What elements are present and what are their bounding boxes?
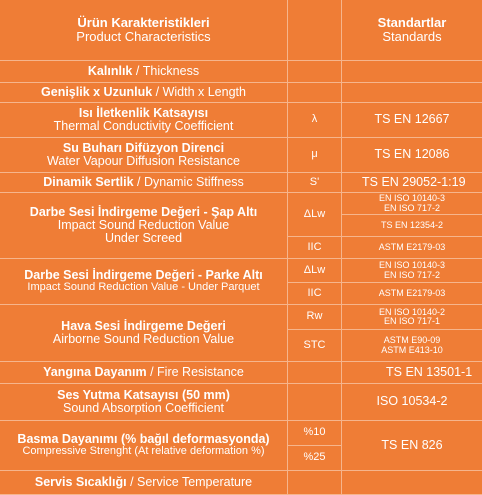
impact-screed-std1b: EN ISO 717-2 (383, 202, 441, 213)
thickness-standard (342, 61, 482, 83)
airborne-std1a: EN ISO 10140-2 (378, 306, 446, 317)
impact-parquet-standard-astm: ASTM E2179-03 (342, 283, 482, 305)
width-length-en: Width x Length (162, 84, 246, 99)
fire-standard: TS EN 13501-1 (342, 362, 482, 384)
compressive-en: Compressive Strenght (At relative deformation %) (22, 445, 265, 458)
absorption-en: Sound Absorption Coefficient (63, 401, 224, 415)
width-length-symbol (288, 83, 342, 103)
dynamic-sep: / (133, 174, 144, 189)
width-length-standard (342, 83, 482, 103)
row-impact-parquet (0, 259, 288, 305)
vapour-en: Water Vapour Diffusion Resistance (47, 154, 240, 168)
row-service-temp (0, 471, 288, 495)
thickness-sep: / (132, 63, 143, 78)
airborne-en: Airborne Sound Reduction Value (52, 332, 235, 346)
header-standards-tr: Standartlar (377, 15, 447, 31)
impact-screed-symbol-dlw: ΔLw (288, 193, 342, 237)
thermal-en: Thermal Conductivity Coefficient (53, 119, 234, 133)
row-width-length (0, 83, 288, 103)
row-absorption (0, 384, 288, 421)
header-characteristics-tr: Ürün Karakteristikleri (77, 15, 210, 31)
thickness-tr: Kalınlık (87, 63, 133, 78)
fire-sep: / (146, 364, 158, 379)
dynamic-standard: TS EN 29052-1:19 (342, 173, 482, 193)
impact-parquet-symbol-iic: IIC (288, 283, 342, 305)
impact-screed-std1a: EN ISO 10140-3 (378, 193, 446, 204)
service-temp-sep: / (126, 474, 138, 489)
thermal-standard: TS EN 12667 (342, 103, 482, 138)
impact-parquet-symbol-dlw: ΔLw (288, 259, 342, 283)
absorption-symbol (288, 384, 342, 421)
compressive-tr: Basma Dayanımı (% bağıl deformasyonda) (17, 432, 270, 447)
dynamic-symbol: S' (288, 173, 342, 193)
impact-parquet-std1a: EN ISO 10140-3 (378, 260, 446, 271)
impact-parquet-en: Impact Sound Reduction Value - Under Parquet (27, 281, 260, 294)
service-temp-standard (342, 471, 482, 495)
impact-screed-standard-astm: ASTM E2179-03 (342, 237, 482, 259)
row-thickness (0, 61, 288, 83)
width-length-tr: Genişlik x Uzunluk (41, 84, 153, 99)
thermal-tr: Isı İletkenlik Katsayısı (78, 105, 209, 120)
airborne-std2a: ASTM E90-09 (383, 335, 441, 346)
vapour-symbol: μ (288, 138, 342, 173)
compressive-symbol-25: %25 (288, 446, 342, 471)
compressive-symbol-10: %10 (288, 421, 342, 446)
thickness-en: Thickness (142, 63, 200, 78)
header-characteristics-en: Product Characteristics (76, 29, 211, 44)
header-standards-en: Standards (382, 29, 442, 44)
airborne-standard-astm (342, 330, 482, 362)
airborne-std2b: ASTM E413-10 (381, 344, 443, 355)
thermal-symbol: λ (288, 103, 342, 138)
header-characteristics (0, 0, 288, 61)
fire-tr: Yangına Dayanım (43, 364, 147, 379)
service-temp-en: Service Temperature (137, 474, 253, 489)
width-length-sep: / (152, 84, 163, 99)
vapour-standard: TS EN 12086 (342, 138, 482, 173)
row-thermal (0, 103, 288, 138)
row-dynamic (0, 173, 288, 193)
impact-screed-standard-iso (342, 193, 482, 215)
airborne-symbol-rw: Rw (288, 305, 342, 330)
header-symbol (288, 0, 342, 61)
dynamic-tr: Dinamik Sertlik (43, 174, 134, 189)
service-temp-tr: Servis Sıcaklığı (34, 474, 127, 489)
fire-symbol (288, 362, 342, 384)
airborne-standard-iso (342, 305, 482, 330)
row-fire (0, 362, 288, 384)
service-temp-symbol (288, 471, 342, 495)
vapour-tr: Su Buharı Difüzyon Direnci (62, 140, 225, 155)
impact-screed-standard-ts: TS EN 12354-2 (342, 215, 482, 237)
row-airborne (0, 305, 288, 362)
compressive-symbols (288, 421, 342, 471)
impact-parquet-std1b: EN ISO 717-2 (383, 269, 441, 280)
airborne-tr: Hava Sesi İndirgeme Değeri (61, 318, 226, 333)
impact-screed-en1: Impact Sound Reduction Value (57, 217, 230, 232)
thickness-symbol (288, 61, 342, 83)
absorption-tr: Ses Yutma Katsayısı (50 mm) (57, 387, 230, 402)
header-standards (342, 0, 482, 61)
airborne-std1b: EN ISO 717-1 (383, 316, 441, 326)
impact-screed-symbol-iic: IIC (288, 237, 342, 259)
row-compressive (0, 421, 288, 471)
airborne-symbol-stc: STC (288, 330, 342, 362)
dynamic-en: Dynamic Stiffness (143, 174, 244, 189)
impact-parquet-standard-iso (342, 259, 482, 283)
absorption-standard: ISO 10534-2 (342, 384, 482, 421)
impact-screed-tr: Darbe Sesi İndirgeme Değeri - Şap Altı (29, 204, 258, 219)
impact-screed-en2: Under Screed (104, 231, 183, 246)
row-vapour (0, 138, 288, 173)
compressive-standard: TS EN 826 (342, 421, 482, 471)
impact-parquet-tr: Darbe Sesi İndirgeme Değeri - Parke Altı (24, 268, 263, 283)
fire-en: Fire Resistance (157, 364, 244, 379)
row-impact-screed (0, 193, 288, 259)
